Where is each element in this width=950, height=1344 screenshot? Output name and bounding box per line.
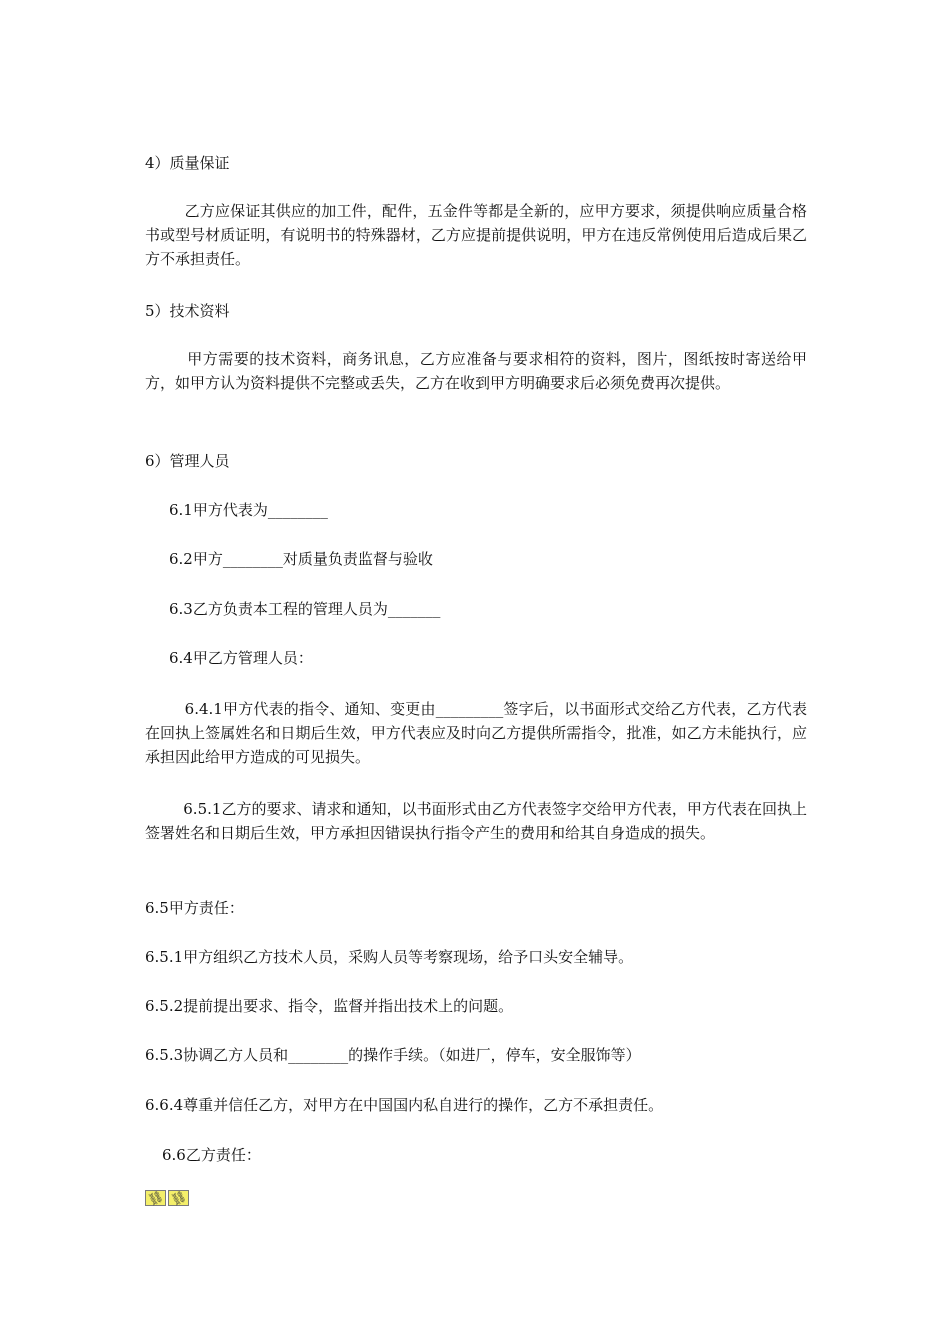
clause-6-4-1: 6.4.1甲方代表的指令、通知、变更由_________签字后，以书面形式交给乙方代表，乙方代表在回执上签属姓名和日期后生效，甲方代表应及时向乙方提供所需指令，批准，如乙方未能执行，应承担因此给甲方造成的可见损失。	[145, 700, 807, 766]
paragraph-tech: 甲方需要的技术资料，商务讯息，乙方应准备与要求相符的资料，图片，图纸按时寄送给甲方，如甲方认为资料提供不完整或丢失，乙方在收到甲方明确要求后必须免费再次提供。	[145, 350, 807, 392]
section-heading-tech: 5）技术资料	[145, 302, 230, 320]
link-icon[interactable]	[145, 1190, 166, 1206]
link-icon-glyph: ⛓	[145, 1188, 166, 1208]
section-heading-manage: 6）管理人员	[145, 452, 230, 470]
clause-6-2: 6.2甲方________对质量负责监督与验收	[169, 550, 433, 568]
clause-6-5-3: 6.5.3协调乙方人员和________的操作手续。（如进厂，停车，安全服饰等）	[145, 1046, 641, 1064]
clause-6-1: 6.1甲方代表为________	[169, 501, 328, 519]
clause-6-6-4: 6.6.4尊重并信任乙方，对甲方在中国国内私自进行的操作，乙方不承担责任。	[145, 1096, 664, 1114]
clause-6-6: 6.6乙方责任：	[162, 1146, 261, 1164]
embedded-object-icons	[145, 1190, 189, 1206]
section-heading-quality: 4）质量保证	[145, 154, 230, 172]
clause-6-5: 6.5甲方责任：	[145, 899, 244, 917]
link-icon-glyph: ⛓	[168, 1188, 189, 1208]
clause-6-5-2: 6.5.2提前提出要求、指令，监督并指出技术上的问题。	[145, 997, 514, 1015]
clause-6-4: 6.4甲乙方管理人员：	[169, 649, 313, 667]
paragraph-quality: 乙方应保证其供应的加工件，配件，五金件等都是全新的，应甲方要求，须提供响应质量合格书或型号材质证明，有说明书的特殊器材，乙方应提前提供说明，甲方在违反常例使用后造成后果乙方不承担责任。	[145, 202, 807, 268]
clause-6-3: 6.3乙方负责本工程的管理人员为_______	[169, 600, 441, 618]
clause-6-5-1: 6.5.1甲方组织乙方技术人员，采购人员等考察现场，给予口头安全辅导。	[145, 948, 634, 966]
link-icon[interactable]	[168, 1190, 189, 1206]
clause-6-5-1-requests: 6.5.1乙方的要求、请求和通知，以书面形式由乙方代表签字交给甲方代表，甲方代表在回执上签署姓名和日期后生效，甲方承担因错误执行指令产生的费用和给其自身造成的损失。	[145, 800, 807, 842]
